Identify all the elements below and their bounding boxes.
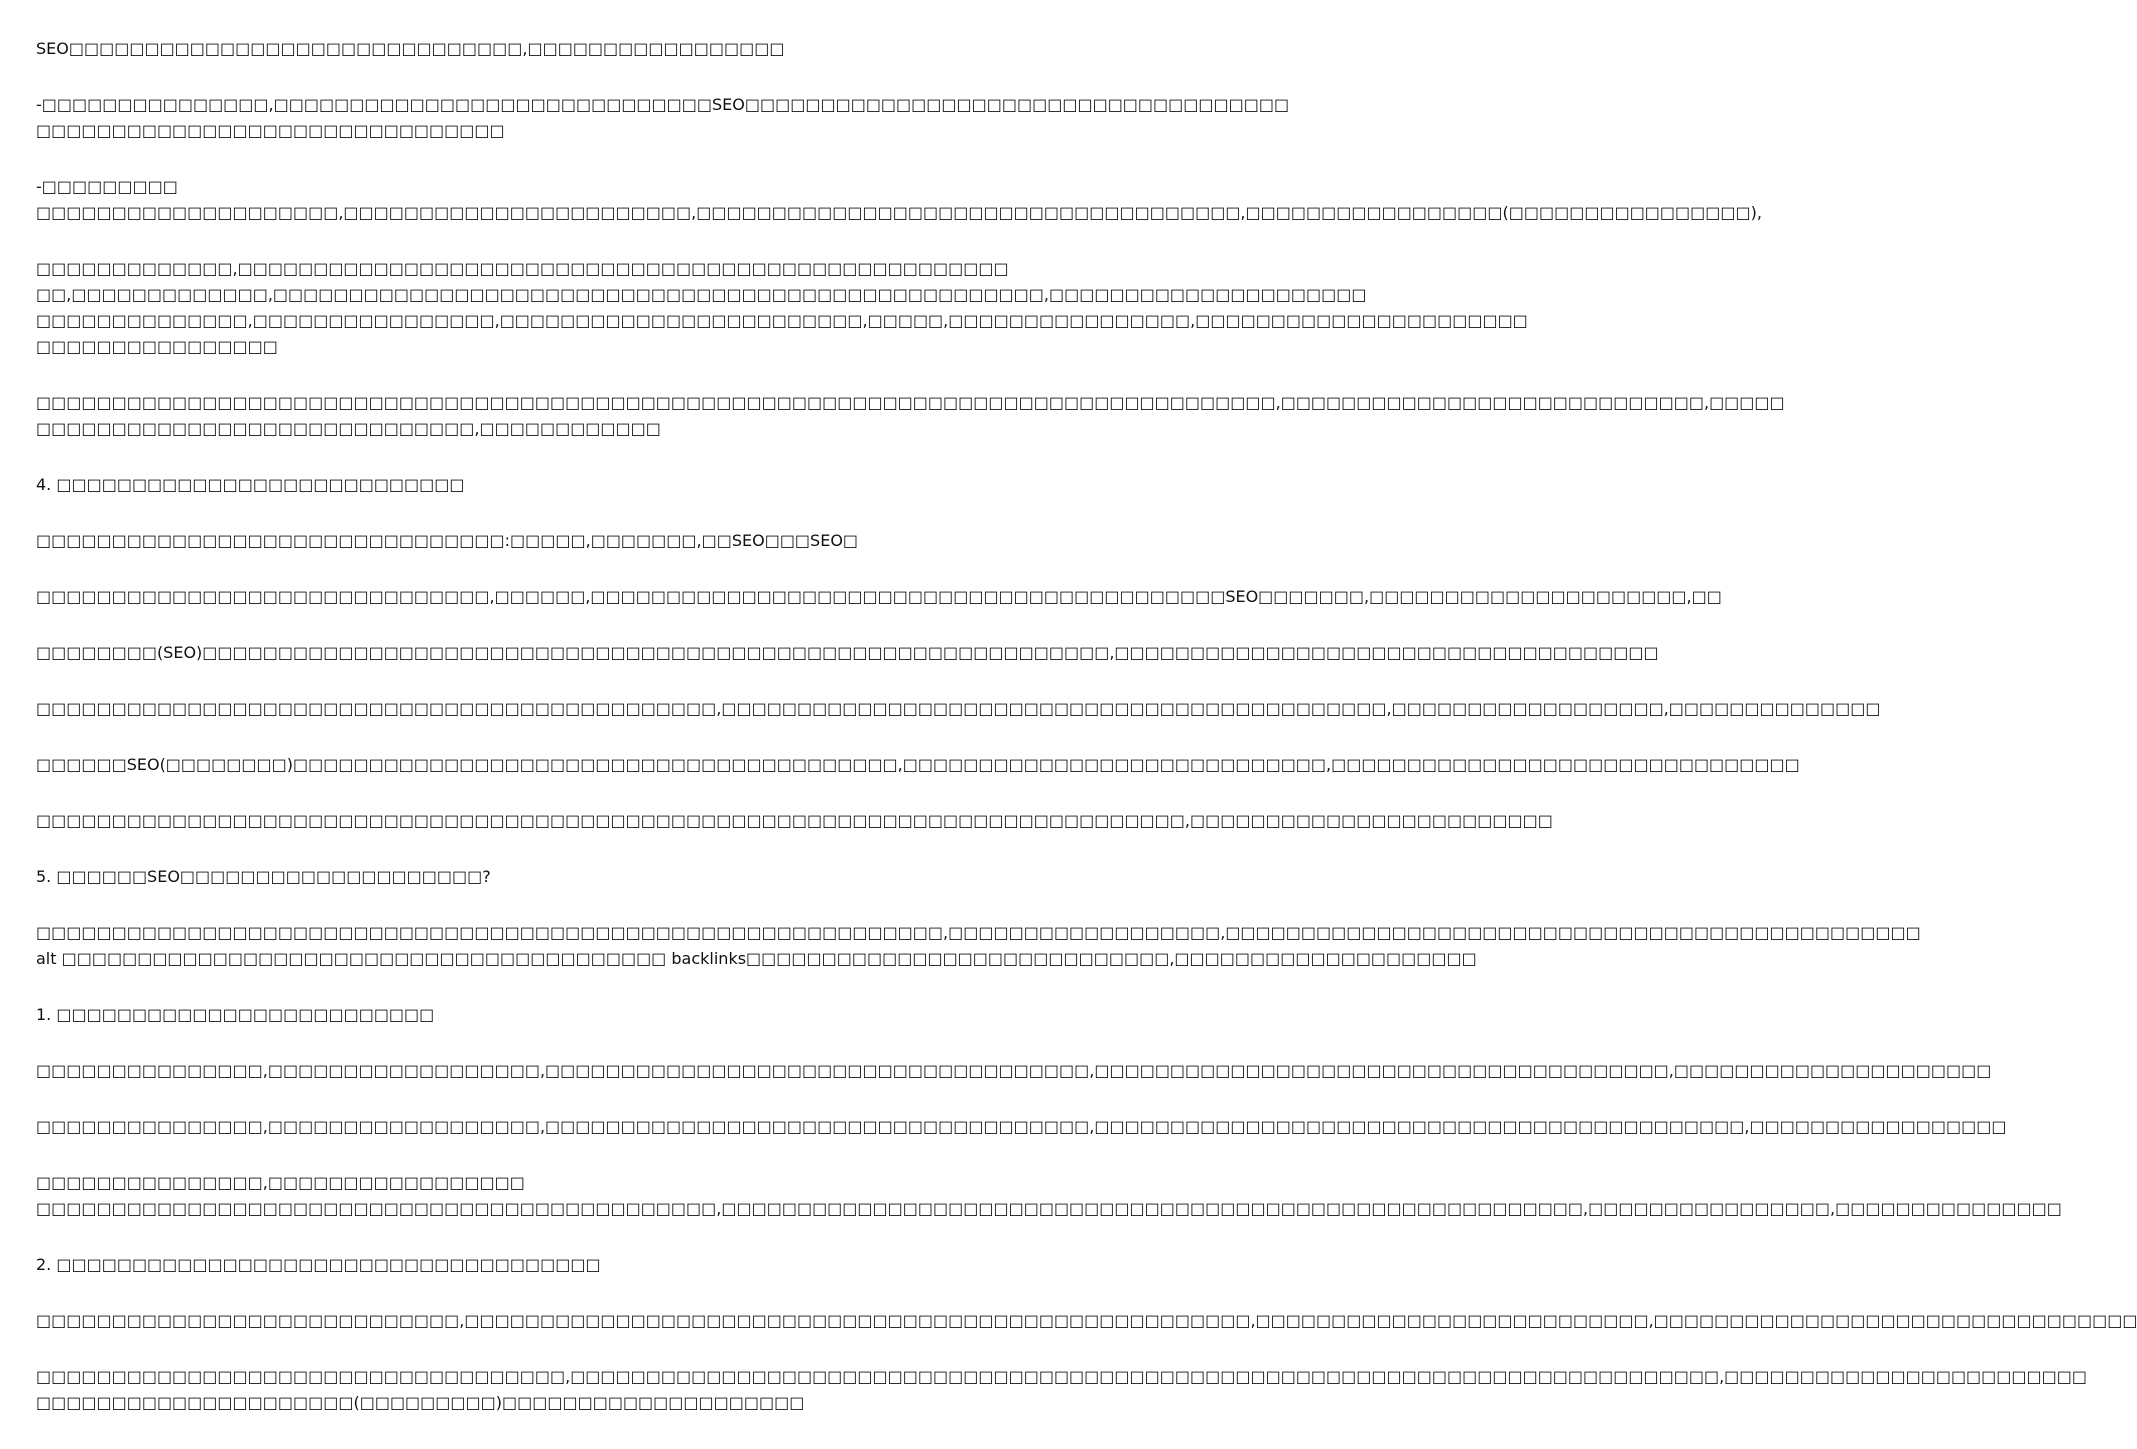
paragraph-line: □□□□□□□□□□□□□□□□□□□□□(□□□□□□□□□)□□□□□□□□□□□□□□□□□□□□ xyxy=(36,1393,805,1412)
paragraph-line: -□□□□□□□□□ xyxy=(36,177,178,196)
paragraph-line: □□□□□□□□□□□□□□□,□□□□□□□□□□□□□□□□□ xyxy=(36,1173,525,1192)
paragraph xyxy=(36,864,990,890)
paragraph xyxy=(36,808,1553,834)
paragraph-line: □□□□□□□□□□□□□□□□□□□□□□□□□□□□□□□□□□□□□□□□□□□□□□□□□□□□□□□□□□□□□□□□□□□□□□□□□□□□□□□□□□,□□□□□□□□□□□□□□□□□□□□□□□□□□□□,□□□□□ xyxy=(36,393,1785,412)
paragraph xyxy=(36,1058,1992,1084)
paragraph-line: □□□□□□□□□□□□□□□□□□□□□□□□□□□□□□□□□□□□□□□□□□□□□,□□□□□□□□□□□□□□□□□□□□□□□□□□□□□□□□□□□□□□□□□□□□□□□□□□□□□□□□□,□□□□□□□□□□□□□□□□,□□□□□□□□□□□□□□□ xyxy=(36,1199,2062,1218)
paragraph xyxy=(36,390,1785,442)
paragraph xyxy=(36,1002,990,1028)
paragraph-line: □□□□□□□□□□□□□□□,□□□□□□□□□□□□□□□□□□,□□□□□□□□□□□□□□□□□□□□□□□□□□□□□□□□□□□□,□□□□□□□□□□□□□□□□□□□□□□□□□□□□□□□□□□□□□□□□□□□,□□□□□□□□□□□□□□□□□ xyxy=(36,1117,2007,1136)
paragraph xyxy=(36,528,990,554)
paragraph xyxy=(36,920,1921,972)
paragraph-line: 2. □□□□□□□□□□□□□□□□□□□□□□□□□□□□□□□□□□□□ xyxy=(36,1255,601,1274)
paragraph xyxy=(36,1170,2062,1222)
paragraph-line: alt □□□□□□□□□□□□□□□□□□□□□□□□□□□□□□□□□□□□□□□□ backlinks□□□□□□□□□□□□□□□□□□□□□□□□□□□□,□□□□□□□□□□□□□□□□□□□□ xyxy=(36,949,1477,968)
paragraph-line: □□□□□□SEO(□□□□□□□□)□□□□□□□□□□□□□□□□□□□□□□□□□□□□□□□□□□□□□□□□,□□□□□□□□□□□□□□□□□□□□□□□□□□□□,□□□□□□□□□□□□□□□□□□□□□□□□□□□□□□□ xyxy=(36,755,1800,774)
paragraph-line: □□□□□□□□□□□□□□□□□□□□□□□□□□□□□□□□□□□□□□□□□□□□□□□□□□□□□□□□□□□□□□□□□□□□□□□□□□□□,□□□□□□□□□□□□□□□□□□□□□□□□ xyxy=(36,811,1553,830)
paragraph-line: □□□□□□□□□□□□□□,□□□□□□□□□□□□□□□□,□□□□□□□□□□□□□□□□□□□□□□□□,□□□□□,□□□□□□□□□□□□□□□□,□□□□□□□□□□□□□□□□□□□□□□ xyxy=(36,311,1528,330)
paragraph-line: 1. □□□□□□□□□□□□□□□□□□□□□□□□□ xyxy=(36,1005,435,1024)
paragraph-line: □□□□□□□□□□□□□□□□□□□□□□□□□□□□□□□□□□□□□□□□□□□□□,□□□□□□□□□□□□□□□□□□□□□□□□□□□□□□□□□□□□□□□□□□□□,□□□□□□□□□□□□□□□□□□,□□□□□□□□□□□□□□ xyxy=(36,699,1881,718)
paragraph-line: □□□□□□□□□□□□□□□□□□□□□□□□□□□□□□□□□□□□□□□□□□□□□□□□□□□□□□□□□□□□,□□□□□□□□□□□□□□□□□□,□□□□□□□□□□□□□□□□□□□□□□□□□□□□□□□□□□□□□□□□□□□□□□ xyxy=(36,923,1921,942)
paragraph-line: □□□□□□□□□□□□□□□□□□□□□□□□□□□□□□□ xyxy=(36,121,505,140)
paragraph-line: □□□□□□□□□□□□□□□□□□□□□□□□□□□□□□,□□□□□□,□□□□□□□□□□□□□□□□□□□□□□□□□□□□□□□□□□□□□□□□□□SEO□□□□□□□,□□□□□□□□□□□□□□□□□□□□□,□□ xyxy=(36,587,1722,606)
paragraph xyxy=(36,1364,2087,1416)
paragraph xyxy=(36,36,990,62)
paragraph-line: □□□□□□□□□□□□□□□□□□□□□□□□□□□□□□□:□□□□□,□□□□□□□,□□SEO□□□SEO□ xyxy=(36,531,859,550)
paragraph-line: □□□□□□□□□□□□□□□□□□□□□□□□□□□□,□□□□□□□□□□□□□□□□□□□□□□□□□□□□□□□□□□□□□□□□□□□□□□□□□□□□,□□□□□□□□□□□□□□□□□□□□□□□□□□,□□□□□□□□□□□□□□□□□□□□□□□□□□□□□□□□ xyxy=(36,1311,2137,1330)
paragraph xyxy=(36,92,1290,144)
paragraph-line: □□□□□□□□□□□□□□□□□□□□□□□□□□□□□□□□□□□,□□□□□□□□□□□□□□□□□□□□□□□□□□□□□□□□□□□□□□□□□□□□□□□□□□□□□□□□□□□□□□□□□□□□□□□□□□□□,□□□□□□□□□□□□□□□□□□□□□□□□ xyxy=(36,1367,2087,1386)
paragraph-line: □□,□□□□□□□□□□□□□,□□□□□□□□□□□□□□□□□□□□□□□□□□□□□□□□□□□□□□□□□□□□□□□□□□□,□□□□□□□□□□□□□□□□□□□□□ xyxy=(36,285,1367,304)
paragraph xyxy=(36,752,1800,778)
paragraph-line: 4. □□□□□□□□□□□□□□□□□□□□□□□□□□□ xyxy=(36,475,465,494)
paragraph xyxy=(36,1252,990,1278)
paragraph-line: -□□□□□□□□□□□□□□□,□□□□□□□□□□□□□□□□□□□□□□□□□□□□□SEO□□□□□□□□□□□□□□□□□□□□□□□□□□□□□□□□□□□□ xyxy=(36,95,1290,114)
paragraph xyxy=(36,640,1659,666)
paragraph-line: SEO□□□□□□□□□□□□□□□□□□□□□□□□□□□□□□,□□□□□□□□□□□□□□□□□ xyxy=(36,39,785,58)
paragraph-line: □□□□□□□□□□□□□□□□□□□□□□□□□□□□□,□□□□□□□□□□□□ xyxy=(36,419,661,438)
paragraph xyxy=(36,1114,2007,1140)
paragraph-line: □□□□□□□□□□□□□,□□□□□□□□□□□□□□□□□□□□□□□□□□□□□□□□□□□□□□□□□□□□□□□□□□□ xyxy=(36,259,1009,278)
paragraph xyxy=(36,584,1722,610)
paragraph xyxy=(36,472,990,498)
paragraph-line: □□□□□□□□□□□□□□□□□□□□,□□□□□□□□□□□□□□□□□□□□□□□,□□□□□□□□□□□□□□□□□□□□□□□□□□□□□□□□□□□□,□□□□□□□□□□□□□□□□□(□□□□□□□□□□□□□□□□), xyxy=(36,203,1762,222)
paragraph-line: 5. □□□□□□SEO□□□□□□□□□□□□□□□□□□□□? xyxy=(36,867,491,886)
paragraph xyxy=(36,256,1528,360)
paragraph xyxy=(36,696,1881,722)
paragraph-line: □□□□□□□□(SEO)□□□□□□□□□□□□□□□□□□□□□□□□□□□□□□□□□□□□□□□□□□□□□□□□□□□□□□□□□□□□,□□□□□□□□□□□□□□□□□□□□□□□□□□□□□□□□□□□□ xyxy=(36,643,1659,662)
paragraph-line: □□□□□□□□□□□□□□□□ xyxy=(36,337,278,356)
paragraph xyxy=(36,1308,2137,1334)
paragraph xyxy=(36,174,1762,226)
document-body xyxy=(36,36,2137,1416)
paragraph-line: □□□□□□□□□□□□□□□,□□□□□□□□□□□□□□□□□□,□□□□□□□□□□□□□□□□□□□□□□□□□□□□□□□□□□□□,□□□□□□□□□□□□□□□□□□□□□□□□□□□□□□□□□□□□□□,□□□□□□□□□□□□□□□□□□□□□ xyxy=(36,1061,1992,1080)
